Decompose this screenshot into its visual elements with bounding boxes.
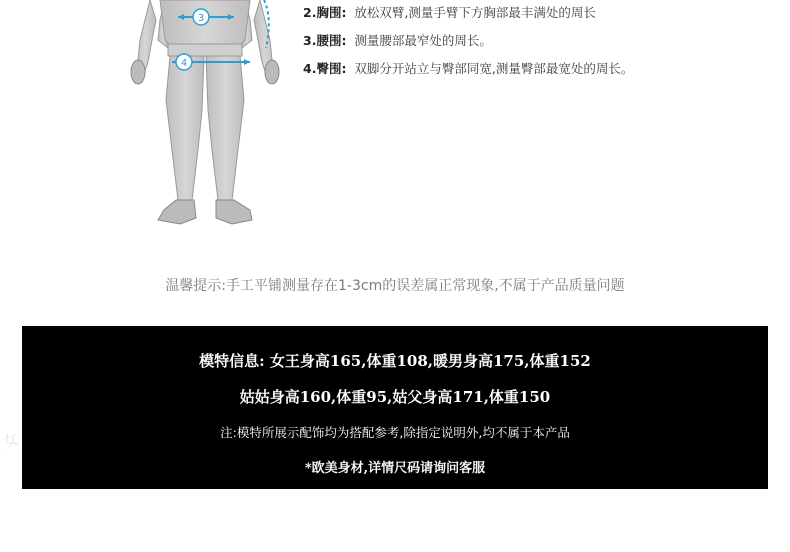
instruction-text: 测量腰部最窄处的周长。 [354, 33, 492, 48]
watermark: 女 [0, 428, 22, 453]
instruction-label: 胸围: [316, 5, 347, 20]
hip-marker-label: 4 [180, 58, 188, 69]
model-info-banner [22, 326, 768, 489]
instruction-num: 3. [303, 33, 317, 48]
instruction-label: 臀围: [316, 61, 347, 76]
instruction-num: 4. [303, 61, 317, 76]
human-figure-icon [120, 0, 290, 240]
measurement-tip: 温馨提示:手工平铺测量存在1-3cm的误差属正常现象,不属于产品质量问题 [165, 278, 625, 294]
model-info-line-1: 模特信息: 女王身高165,体重108,暖男身高175,体重152 [199, 352, 591, 370]
instruction-text: 双脚分开站立与臀部同宽,测量臀部最宽处的周长。 [354, 61, 634, 76]
instruction-waist [303, 30, 492, 51]
instruction-label: 腰围: [316, 33, 347, 48]
accessory-note: 注:模特所展示配饰均为搭配参考,除指定说明外,均不属于本产品 [220, 425, 570, 440]
model-info-line-2: 姑姑身高160,体重95,姑父身高171,体重150 [239, 388, 551, 406]
size-note: *欧美身材,详情尺码请询问客服 [304, 461, 486, 476]
instruction-chest [303, 2, 596, 23]
chest-marker-label: 3 [197, 13, 205, 24]
instruction-hip [303, 58, 648, 79]
instruction-text: 放松双臂,测量手臂下方胸部最丰满处的周长 [354, 5, 596, 20]
instruction-num: 2. [303, 5, 317, 20]
body-measurement-figure [120, 0, 290, 240]
